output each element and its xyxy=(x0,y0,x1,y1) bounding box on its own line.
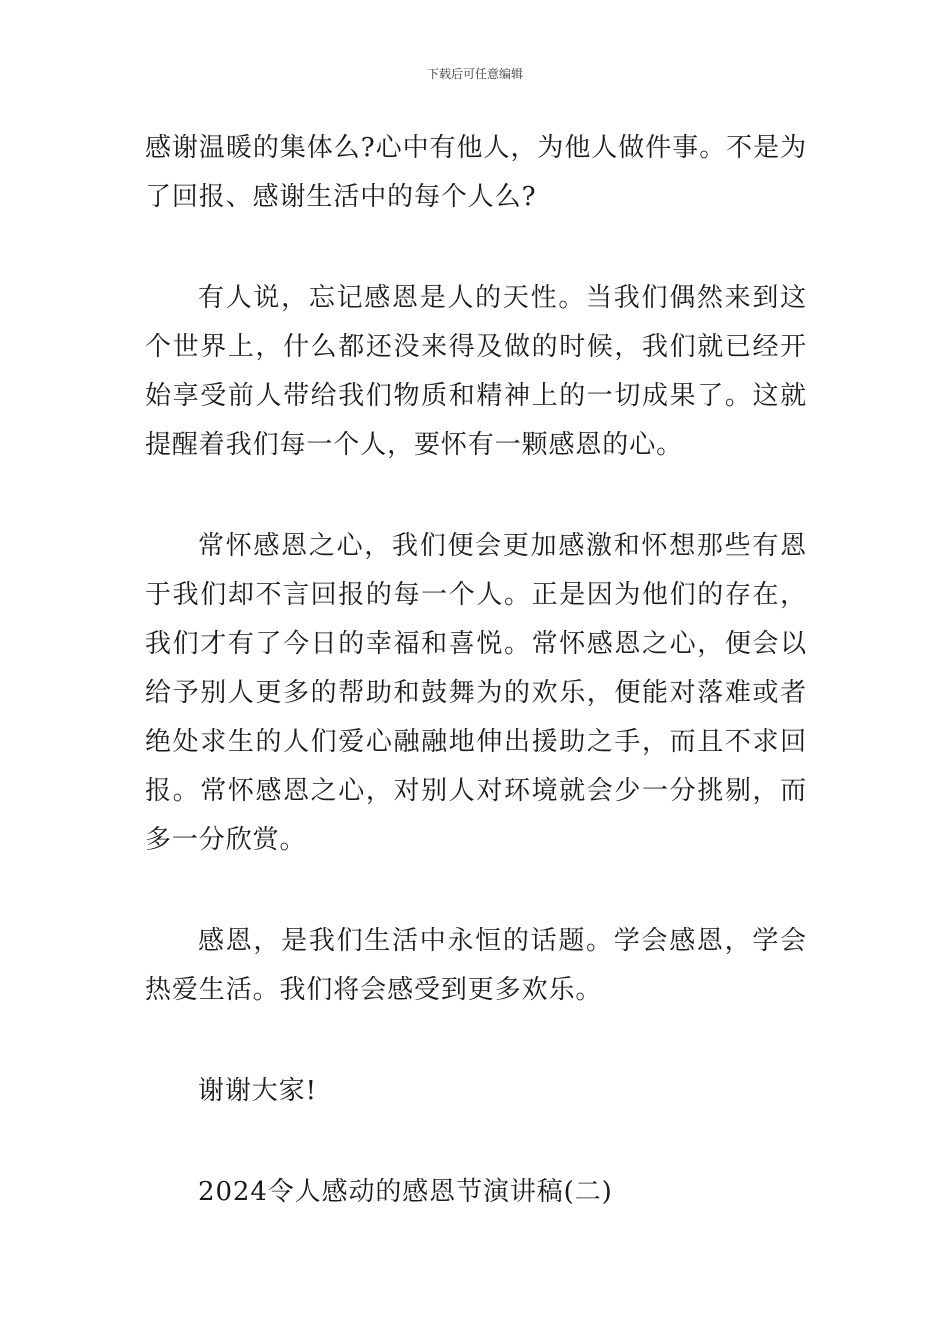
document-body xyxy=(145,124,807,1217)
paragraph: 有人说，忘记感恩是人的天性。当我们偶然来到这个世界上，什么都还没来得及做的时候，我们就已经开始享受前人带给我们物质和精神上的一切成果了。这就提醒着我们每一个人，要怀有一颗感恩的心。 xyxy=(145,283,807,460)
section-title: 2024令人感动的感恩节演讲稿(二) xyxy=(198,1177,613,1207)
paragraph-continued: 感谢温暖的集体么?心中有他人，为他人做件事。不是为了回报、感谢生活中的每个人么? xyxy=(145,133,807,212)
closing-thanks: 谢谢大家! xyxy=(198,1076,317,1106)
paragraph: 感恩，是我们生活中永恒的话题。学会感恩，学会热爱生活。我们将会感受到更多欢乐。 xyxy=(145,926,807,1005)
paragraph: 常怀感恩之心，我们便会更加感激和怀想那些有恩于我们却不言回报的每一个人。正是因为他们的存在，我们才有了今日的幸福和喜悦。常怀感恩之心，便会以给予别人更多的帮助和鼓舞为的欢乐，便能对落难或者绝处求生的人们爱心融融地伸出援助之手，而且不求回报。常怀感恩之心，对别人对环境就会少一分挑剔，而多一分欣赏。 xyxy=(145,531,807,855)
header-note: 下载后可任意编辑 xyxy=(426,67,523,81)
